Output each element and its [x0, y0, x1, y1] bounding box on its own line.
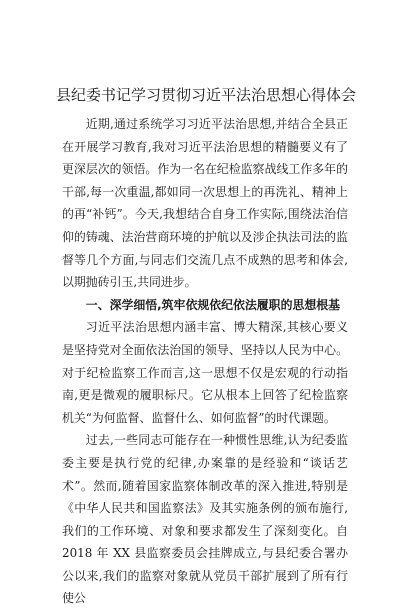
body-paragraph: 习近平法治思想内涵丰富、博大精深,其核心要义是坚持党对全面依法治国的领导、坚持以人民为中心。对于纪检监察工作而言,这一思想不仅是宏观的行动指南,更是微观的履职标尺。它从根本上回答了纪检监察机关“为何监督、监督什么、如何监督”的时代课题。	[62, 320, 348, 425]
document-title: 县纪委书记学习贯彻习近平法治思想心得体会	[56, 86, 357, 104]
section-heading: 一、深学细悟,筑牢依规依纪依法履职的思想根基	[85, 297, 341, 312]
body-paragraph: 过去,一些同志可能存在一种惯性思维,认为纪委监委主要是执行党的纪律,办案靠的是经验和“谈话艺术”。然而,随着国家监察体制改革的深入推进,特别是《中华人民共和国监察法》及其实施条例的颁布施行,我们的工作环境、对象和要求都发生了深刻变化。自 2018 年 XX 县监察委员会挂牌成立,与县纪委合署办公以来,我们的监察对象就从党员干部扩展到了所有行使公	[62, 433, 348, 606]
intro-paragraph: 近期,通过系统学习习近平法治思想,并结合全县正在开展学习教育,我对习近平法治思想的精髓要义有了更深层次的领悟。作为一名在纪检监察战线工作多年的干部,每一次重温,都如同一次思想上的再洗礼、精神上的再“补钙”。今天,我想结合自身工作实际,围绕法治信仰的铸魂、法治营商环境的护航以及涉企执法司法的监督等几个方面,与同志们交流几点不成熟的思考和体会,以期抛砖引玉,共同进步。	[62, 117, 348, 290]
